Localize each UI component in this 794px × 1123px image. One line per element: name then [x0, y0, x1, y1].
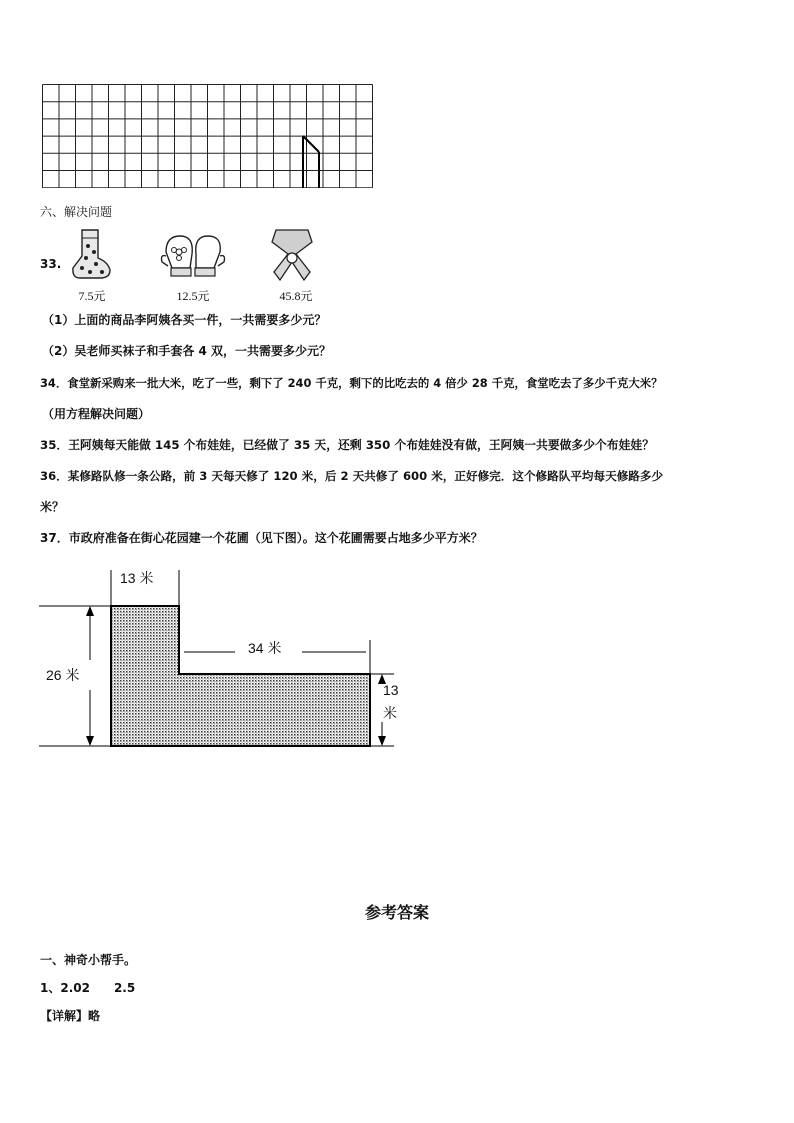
dim-inner-width: 34 米 — [248, 640, 282, 656]
dim-right-height-number: 13 — [383, 682, 399, 698]
mittens-icon — [160, 232, 226, 284]
drawing-grid — [42, 84, 374, 188]
q37-text: 37．市政府准备在街心花园建一个花圃（见下图）。这个花圃需要占地多少平方米？ — [40, 531, 483, 545]
dim-right-height-unit: 米 — [383, 705, 397, 721]
garden-shape — [111, 606, 370, 746]
answer-item-1: 1、2.02 2.5 — [40, 981, 136, 995]
q33-part1: （1）上面的商品李阿姨各买一件，一共需要多少元？ — [42, 313, 327, 327]
scarf-icon — [266, 224, 318, 284]
answer-detail: 【详解】略 — [40, 1009, 101, 1023]
price-sock: 7.5元 — [78, 289, 106, 303]
q36-line2: 米？ — [40, 500, 65, 514]
answers-title: 参考答案 — [364, 903, 429, 922]
q34-line2: （用方程解决问题） — [42, 407, 151, 421]
q34-line1: 34．食堂新采购来一批大米，吃了一些，剩下了 240 千克，剩下的比吃去的 4 倍少 28 千克，食堂吃去了多少千克大米？ — [40, 376, 663, 390]
price-mittens: 12.5元 — [176, 289, 210, 303]
q33-part2: （2）吴老师买袜子和手套各 4 双，一共需要多少元？ — [42, 344, 332, 358]
q35-text: 35．王阿姨每天能做 145 个布娃娃，已经做了 35 天，还剩 350 个布娃娃没有做，王阿姨一共要做多少个布娃娃？ — [40, 438, 654, 452]
sock-icon — [68, 228, 114, 282]
question-number-33: 33. — [40, 257, 62, 271]
q36-line1: 36．某修路队修一条公路，前 3 天每天修了 120 米，后 2 天共修了 600 米，正好修完．这个修路队平均每天修路多少 — [40, 469, 664, 483]
section-heading: 六、解决问题 — [40, 205, 113, 219]
grid-figure — [303, 136, 319, 188]
dim-top-width: 13 米 — [120, 570, 154, 586]
garden-diagram — [30, 560, 450, 760]
dim-left-height: 26 米 — [46, 667, 80, 683]
answers-section-1: 一、神奇小帮手。 — [40, 953, 137, 967]
price-scarf: 45.8元 — [279, 289, 313, 303]
